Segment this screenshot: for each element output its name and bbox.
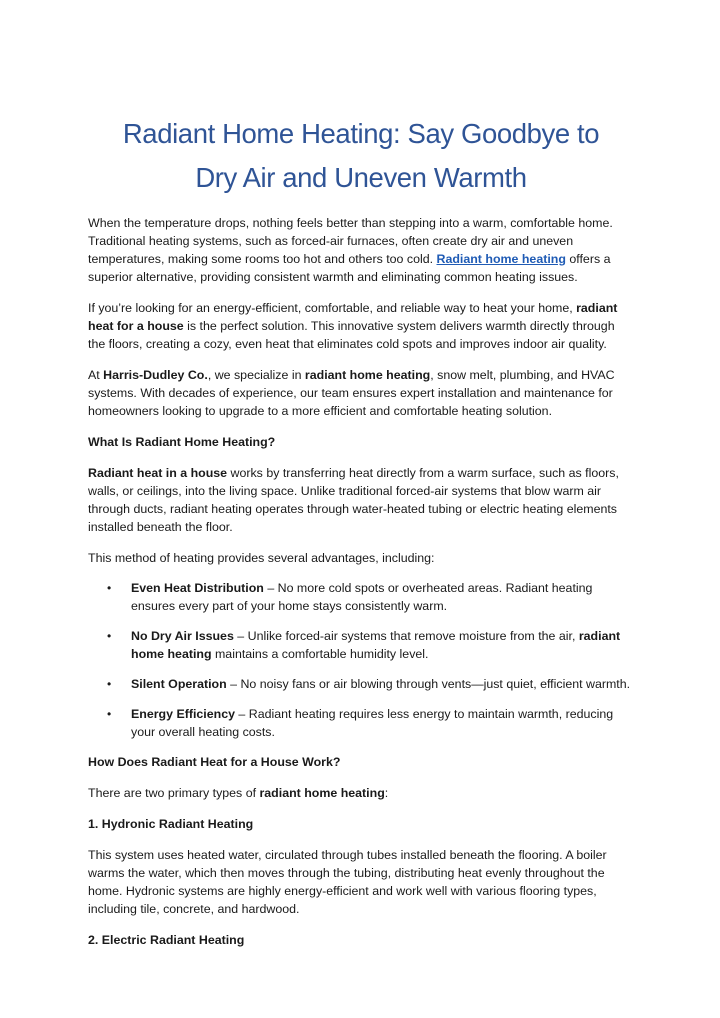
page-title (88, 112, 634, 200)
section-heading-hydronic: 1. Hydronic Radiant Heating (88, 817, 254, 831)
solution-paragraph (88, 299, 634, 353)
definition-text: works by transferring heat directly from a warm surface, such as floors, walls, or ceilings, into the living space. Unlike traditional forced-air systems that blow warm air through ducts, radiant heating operates through water-heated tubing or electric heating elements installed beneath the floor. (88, 466, 619, 534)
bullet-icon: • (107, 581, 112, 595)
definition-paragraph (88, 464, 634, 536)
radiant-home-heating-link[interactable]: Radiant home heating (436, 252, 566, 266)
list-item (88, 675, 634, 693)
document-page (88, 112, 634, 962)
benefit-title: Energy Efficiency (131, 707, 235, 721)
company-text-a: At (88, 368, 104, 382)
benefit-text: – Radiant heating requires less energy to maintain warmth, reducing your overall heating costs. (131, 707, 614, 739)
solution-text-a: If you’re looking for an energy-efficient, comfortable, and reliable way to heat your home, (88, 301, 577, 315)
definition-bold: Radiant heat in a house (88, 466, 228, 480)
hydronic-paragraph: This system uses heated water, circulated through tubes installed beneath the flooring. A boiler warms the water, which then moves through the tubing, distributing heat evenly throughout the home. Hydronic systems are highly energy-efficient and work well with various flooring types, including tile, concrete, and hardwood. (88, 848, 607, 916)
bullet-icon: • (107, 629, 112, 643)
company-bold-b: radiant home heating (304, 368, 431, 382)
title-line-2: Dry Air and Uneven Warmth (195, 162, 527, 193)
benefit-bold-inline: radiant home heating (131, 629, 621, 661)
bullet-icon: • (107, 677, 112, 691)
benefits-list (88, 579, 634, 741)
title-line-1: Radiant Home Heating: Say Goodbye to (122, 118, 600, 149)
section-heading-electric: 2. Electric Radiant Heating (88, 933, 245, 947)
advantages-intro: This method of heating provides several advantages, including: (88, 551, 435, 565)
benefit-text: – No noisy fans or air blowing through vents—just quiet, efficient warmth. (226, 677, 631, 691)
solution-text-b: is the perfect solution. This innovative system delivers warmth directly through the floors, creating a cozy, even heat that eliminates cold spots and improves indoor air quality. (88, 319, 615, 351)
benefit-title: Even Heat Distribution (131, 581, 264, 595)
types-intro (88, 784, 634, 802)
benefit-title: No Dry Air Issues (131, 629, 234, 643)
solution-bold: radiant heat for a house (88, 301, 618, 333)
intro-text-b: offers a superior alternative, providing consistent warmth and eliminating common heating issues. (88, 252, 611, 284)
list-item (88, 627, 634, 663)
company-text-c: , snow melt, plumbing, and HVAC systems. With decades of experience, our team ensures expert installation and maintenance for homeowners looking to upgrade to a more efficient and comfortable heating solution. (88, 368, 615, 418)
benefit-title: Silent Operation (131, 677, 227, 691)
intro-paragraph (88, 214, 634, 286)
types-text-a: There are two primary types of (88, 786, 260, 800)
types-bold: radiant home heating (259, 786, 385, 800)
section-heading-what-is: What Is Radiant Home Heating? (88, 435, 276, 449)
section-heading-how-it-works: How Does Radiant Heat for a House Work? (88, 755, 341, 769)
benefit-text: – No more cold spots or overheated areas. Radiant heating ensures every part of your home stays consistently warm. (131, 581, 593, 613)
benefit-text-2: maintains a comfortable humidity level. (211, 647, 429, 661)
company-text-b: , we specialize in (207, 368, 305, 382)
company-paragraph (88, 366, 634, 420)
list-item (88, 705, 634, 741)
benefit-text: – Unlike forced-air systems that remove moisture from the air, (233, 629, 579, 643)
company-name: Harris-Dudley Co. (103, 368, 208, 382)
bullet-icon: • (107, 707, 112, 721)
list-item (88, 579, 634, 615)
intro-text-a: When the temperature drops, nothing feels better than stepping into a warm, comfortable home. Traditional heating systems, such as forced-air furnaces, often create dry air and uneven temperatures, making some rooms too hot and others too cold. (88, 216, 613, 266)
types-text-b: : (384, 786, 389, 800)
